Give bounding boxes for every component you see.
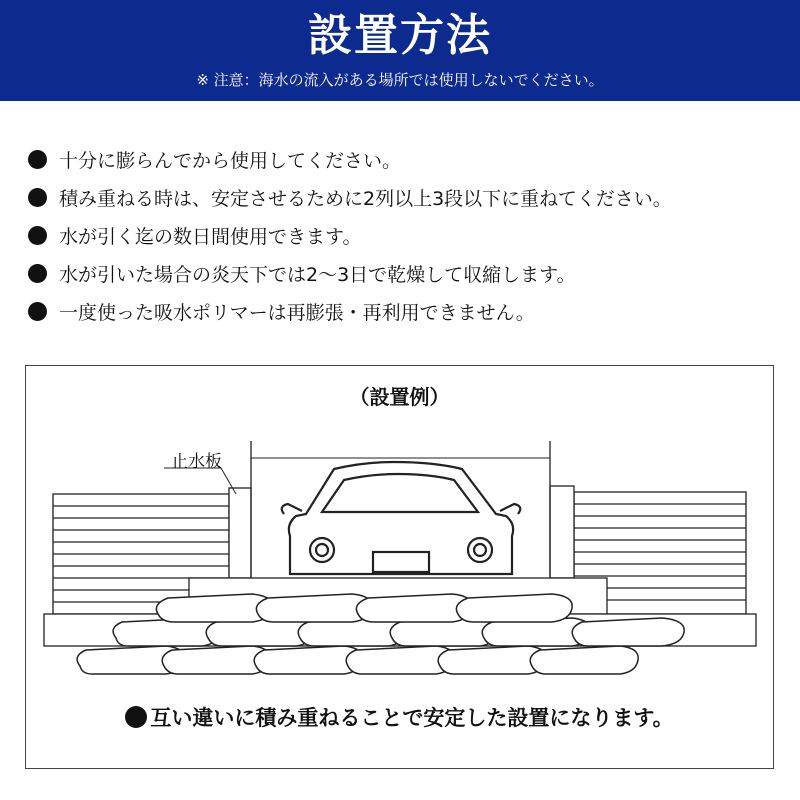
instructions-list	[28, 140, 672, 330]
list-item: 水が引く迄の数日間使用できます。	[28, 216, 672, 254]
page-title: 設置方法	[308, 10, 492, 61]
bullet-icon	[125, 706, 147, 728]
bullet-icon	[28, 226, 47, 245]
bullet-icon	[28, 264, 47, 283]
list-item: 水が引いた場合の炎天下では2〜3日で乾燥して収縮します。	[28, 254, 672, 292]
list-item: 積み重ねる時は、安定させるために2列以上3段以下に重ねてください。	[28, 178, 672, 216]
header-banner	[0, 0, 800, 101]
example-caption: 互い違いに積み重ねることで安定した設置になります。	[26, 702, 773, 732]
bullet-icon	[28, 150, 47, 169]
list-item: 一度使った吸水ポリマーは再膨張・再利用できません。	[28, 292, 672, 330]
water-barrier-label: 止水板	[171, 452, 222, 472]
example-title: （設置例）	[349, 385, 450, 409]
list-item: 十分に膨らんでから使用してください。	[28, 140, 672, 178]
bullet-icon	[28, 302, 47, 321]
warning-note: ※ 注意：海水の流入がある場所では使用しないでください。	[196, 71, 604, 89]
car-illustration	[282, 462, 521, 574]
installation-example-panel	[25, 365, 774, 769]
bullet-icon	[28, 188, 47, 207]
